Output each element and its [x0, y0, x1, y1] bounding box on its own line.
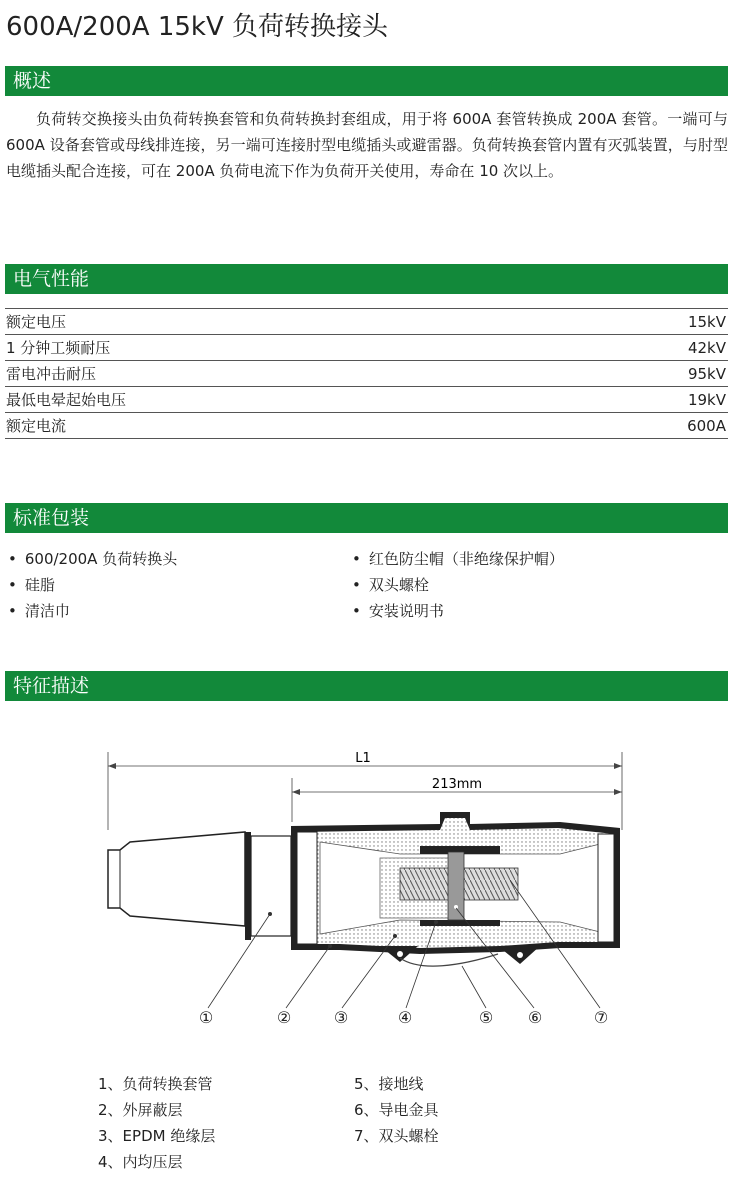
legend-item: 6、导电金具: [354, 1101, 439, 1119]
legend-item: 2、外屏蔽层: [98, 1101, 183, 1119]
dimension-l1: [108, 751, 622, 830]
spec-value: 600A: [687, 417, 726, 435]
package-item: • 红色防尘帽（非绝缘保护帽）: [352, 546, 564, 572]
package-list-right: [352, 546, 564, 624]
callout-7: ⑦: [593, 1008, 609, 1027]
package-list-left: [8, 546, 177, 624]
section-header-features: 特征描述: [5, 671, 728, 701]
spec-row: [5, 361, 728, 387]
legend-right: [354, 1071, 439, 1149]
spec-value: 19kV: [687, 391, 726, 409]
callout-5: ⑤: [478, 1008, 494, 1027]
spec-label: 最低电晕起始电压: [6, 391, 127, 409]
package-item: • 双头螺栓: [352, 572, 564, 598]
section-header-package: 标准包装: [5, 503, 728, 533]
callout-4: ④: [397, 1008, 413, 1027]
legend-item: 7、双头螺栓: [354, 1127, 439, 1145]
section-header-overview: 概述: [5, 66, 728, 96]
dim-label-213: 213mm: [431, 777, 483, 792]
callout-2: ②: [276, 1008, 292, 1027]
spec-value: 15kV: [687, 313, 726, 331]
package-item: • 600/200A 负荷转换头: [8, 546, 177, 572]
legend-item: 5、接地线: [354, 1075, 424, 1093]
section-header-electrical: 电气性能: [5, 264, 728, 294]
overview-text: 负荷转交换接头由负荷转换套管和负荷转换封套组成，用于将 600A 套管转换成 200A 套管。一端可与 600A 设备套管或母线排连接，另一端可连接肘型电缆插头或避雷器。负荷转换套管内置有灭弧装置，与肘型电缆插头配合连接，可在 200A 负荷电流下作为负荷开关使用，寿命在 10 次以上。: [6, 110, 728, 180]
package-item: • 硅脂: [8, 572, 177, 598]
page-title: 600A/200A 15kV 负荷转换接头: [6, 12, 389, 42]
spec-label: 额定电流: [6, 417, 67, 435]
spec-row: [5, 413, 728, 439]
dim-label-l1: L1: [355, 751, 371, 766]
legend-item: 3、EPDM 绝缘层: [98, 1127, 216, 1145]
spec-value: 42kV: [687, 339, 726, 357]
legend-item: 1、负荷转换套管: [98, 1075, 213, 1093]
connector-diagram: [0, 740, 740, 1040]
spec-label: 雷电冲击耐压: [6, 365, 97, 383]
legend-item: 4、内均压层: [98, 1153, 183, 1171]
spec-row: [5, 387, 728, 413]
spec-row: [5, 335, 728, 361]
spec-row: [5, 308, 728, 335]
spec-table: [5, 308, 728, 439]
spec-label: 额定电压: [6, 313, 67, 331]
package-item: • 清洁巾: [8, 598, 177, 624]
package-item: • 安装说明书: [352, 598, 564, 624]
spec-value: 95kV: [687, 365, 726, 383]
spec-label: 1 分钟工频耐压: [6, 339, 111, 357]
callout-3: ③: [333, 1008, 349, 1027]
callout-6: ⑥: [527, 1008, 543, 1027]
legend-left: [98, 1071, 215, 1175]
callout-1: ①: [198, 1008, 214, 1027]
